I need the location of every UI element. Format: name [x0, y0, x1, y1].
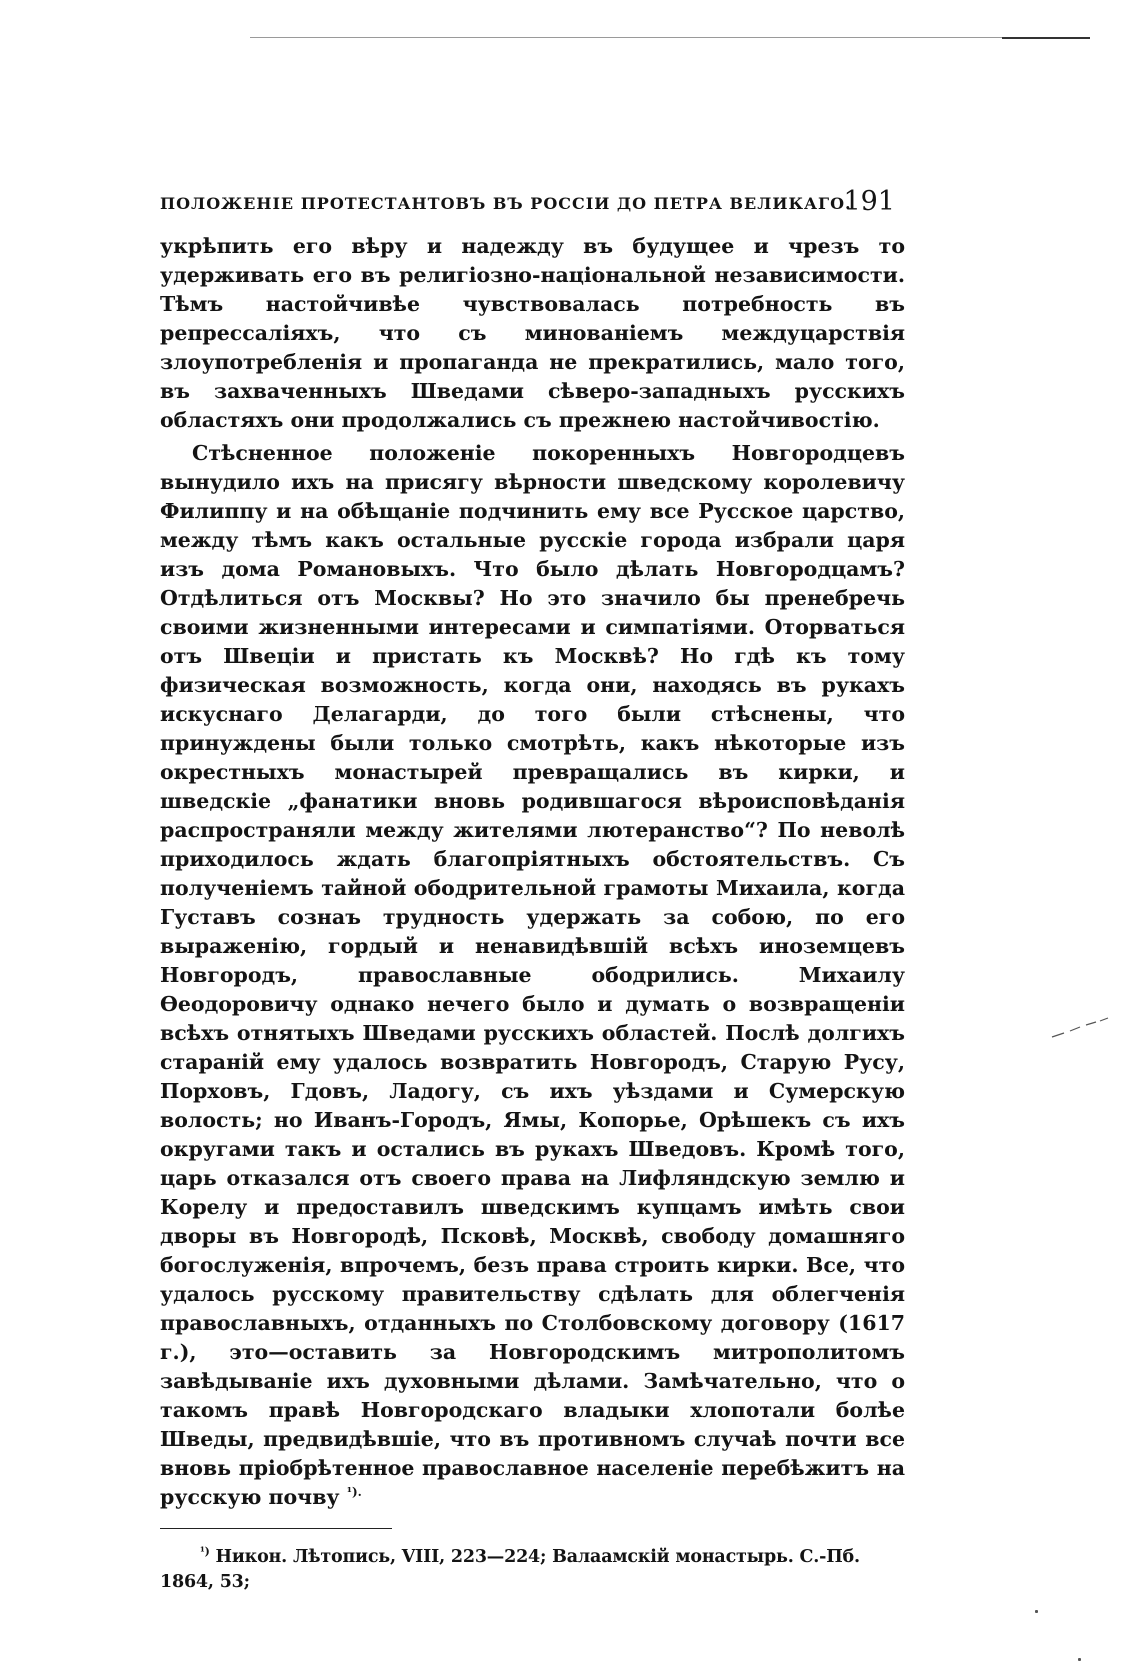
page-number: 191	[843, 186, 895, 217]
margin-pencil-mark	[1050, 1015, 1110, 1045]
paragraph-1: укрѣпить его вѣру и надежду въ будущее и чрезъ то удерживать его въ религіозно-національной независимости. Тѣмъ настойчивѣе чувствовалась потребность въ репрессаліяхъ, что съ минованіемъ междуцарствія злоупотребленія и пропаганда не прекратились, мало того, въ захваченныхъ Шведами сѣверо-западныхъ русскихъ областяхъ они продолжались съ прежнею настойчивостію.	[160, 234, 905, 432]
running-head	[160, 180, 905, 220]
footnote	[160, 1545, 905, 1595]
paragraph-2-text: Стѣсненное положеніе покоренныхъ Новгородцевъ вынудило ихъ на присягу вѣрности шведскому королевичу Филиппу и на обѣщаніе подчинить ему все Русское царство, между тѣмъ какъ остальные русскіе города избрали царя изъ дома Романовыхъ. Что было дѣлать Новгородцамъ? Отдѣлиться отъ Москвы? Но это значило бы пренебречь своими жизненными интересами и симпатіями. Оторваться отъ Швеціи и пристать къ Москвѣ? Но гдѣ къ тому физическая возможность, когда они, находясь въ рукахъ искуснаго Делагарди, до того были стѣснены, что принуждены были только смотрѣть, какъ нѣкоторые изъ окрестныхъ монастырей превращались въ кирки, и шведскіе „фанатики вновь родившагося вѣроисповѣданія распространяли между жителями лютеранство“? По неволѣ приходилось ждать благопріятныхъ обстоятельствъ. Съ полученіемъ тайной ободрительной грамоты Михаила, когда Густавъ сознаъ трудность удержать за собою, по его выраженію, гордый и ненавидѣвшій всѣхъ иноземцевъ Новгородъ, православные ободрились. Михаилу Ѳеодоровичу однако нечего было и думать о возвращеніи всѣхъ отнятыхъ Шведами русскихъ областей. Послѣ долгихъ стараній ему удалось возвратить Новгородъ, Старую Русу, Порховъ, Гдовъ, Ладогу, съ ихъ уѣздами и Сумерскую волость; но Иванъ-Городъ, Ямы, Копорье, Орѣшекъ съ ихъ округами такъ и остались въ рукахъ Шведовъ. Кромѣ того, царь отказался отъ своего права на Лифляндскую землю и Корелу и предоставилъ шведскимъ купцамъ имѣть свои дворы въ Новгородѣ, Псковѣ, Москвѣ, свободу домашняго богослуженія, впрочемъ, безъ права строить кирки. Все, что удалось русскому правительству сдѣлать для облегченія православныхъ, отданныхъ по Столбовскому договору (1617 г.), это—оставить за Новгородскимъ митрополитомъ завѣдываніе ихъ духовными дѣлами. Замѣчательно, что о такомъ правѣ Новгородскаго владыки хлопотали болѣе Шведы, предвидѣвшіе, что въ противномъ случаѣ почти все вновь пріобрѣтенное православное населеніе перебѣжитъ на русскую почву	[160, 441, 905, 1509]
margin-speck	[1078, 1658, 1081, 1661]
margin-speck	[1035, 1610, 1038, 1613]
running-title: ПОЛОЖЕНІЕ ПРОТЕСТАНТОВЪ ВЪ РОССІИ ДО ПЕТРА ВЕЛИКАГО.	[160, 194, 852, 213]
body-text	[160, 232, 905, 1512]
top-rule-accent	[1002, 37, 1090, 39]
paragraph-2	[160, 439, 905, 1512]
book-page	[160, 180, 905, 1595]
footnote-text: Никон. Лѣтопись, VIII, 223—224; Валаамскій монастырь. С.-Пб. 1864, 53;	[160, 1547, 860, 1592]
footnote-separator	[160, 1528, 392, 1529]
footnote-reference[interactable]: ¹).	[346, 1485, 362, 1500]
footnote-mark: ¹)	[200, 1545, 210, 1559]
top-rule	[250, 37, 1090, 38]
